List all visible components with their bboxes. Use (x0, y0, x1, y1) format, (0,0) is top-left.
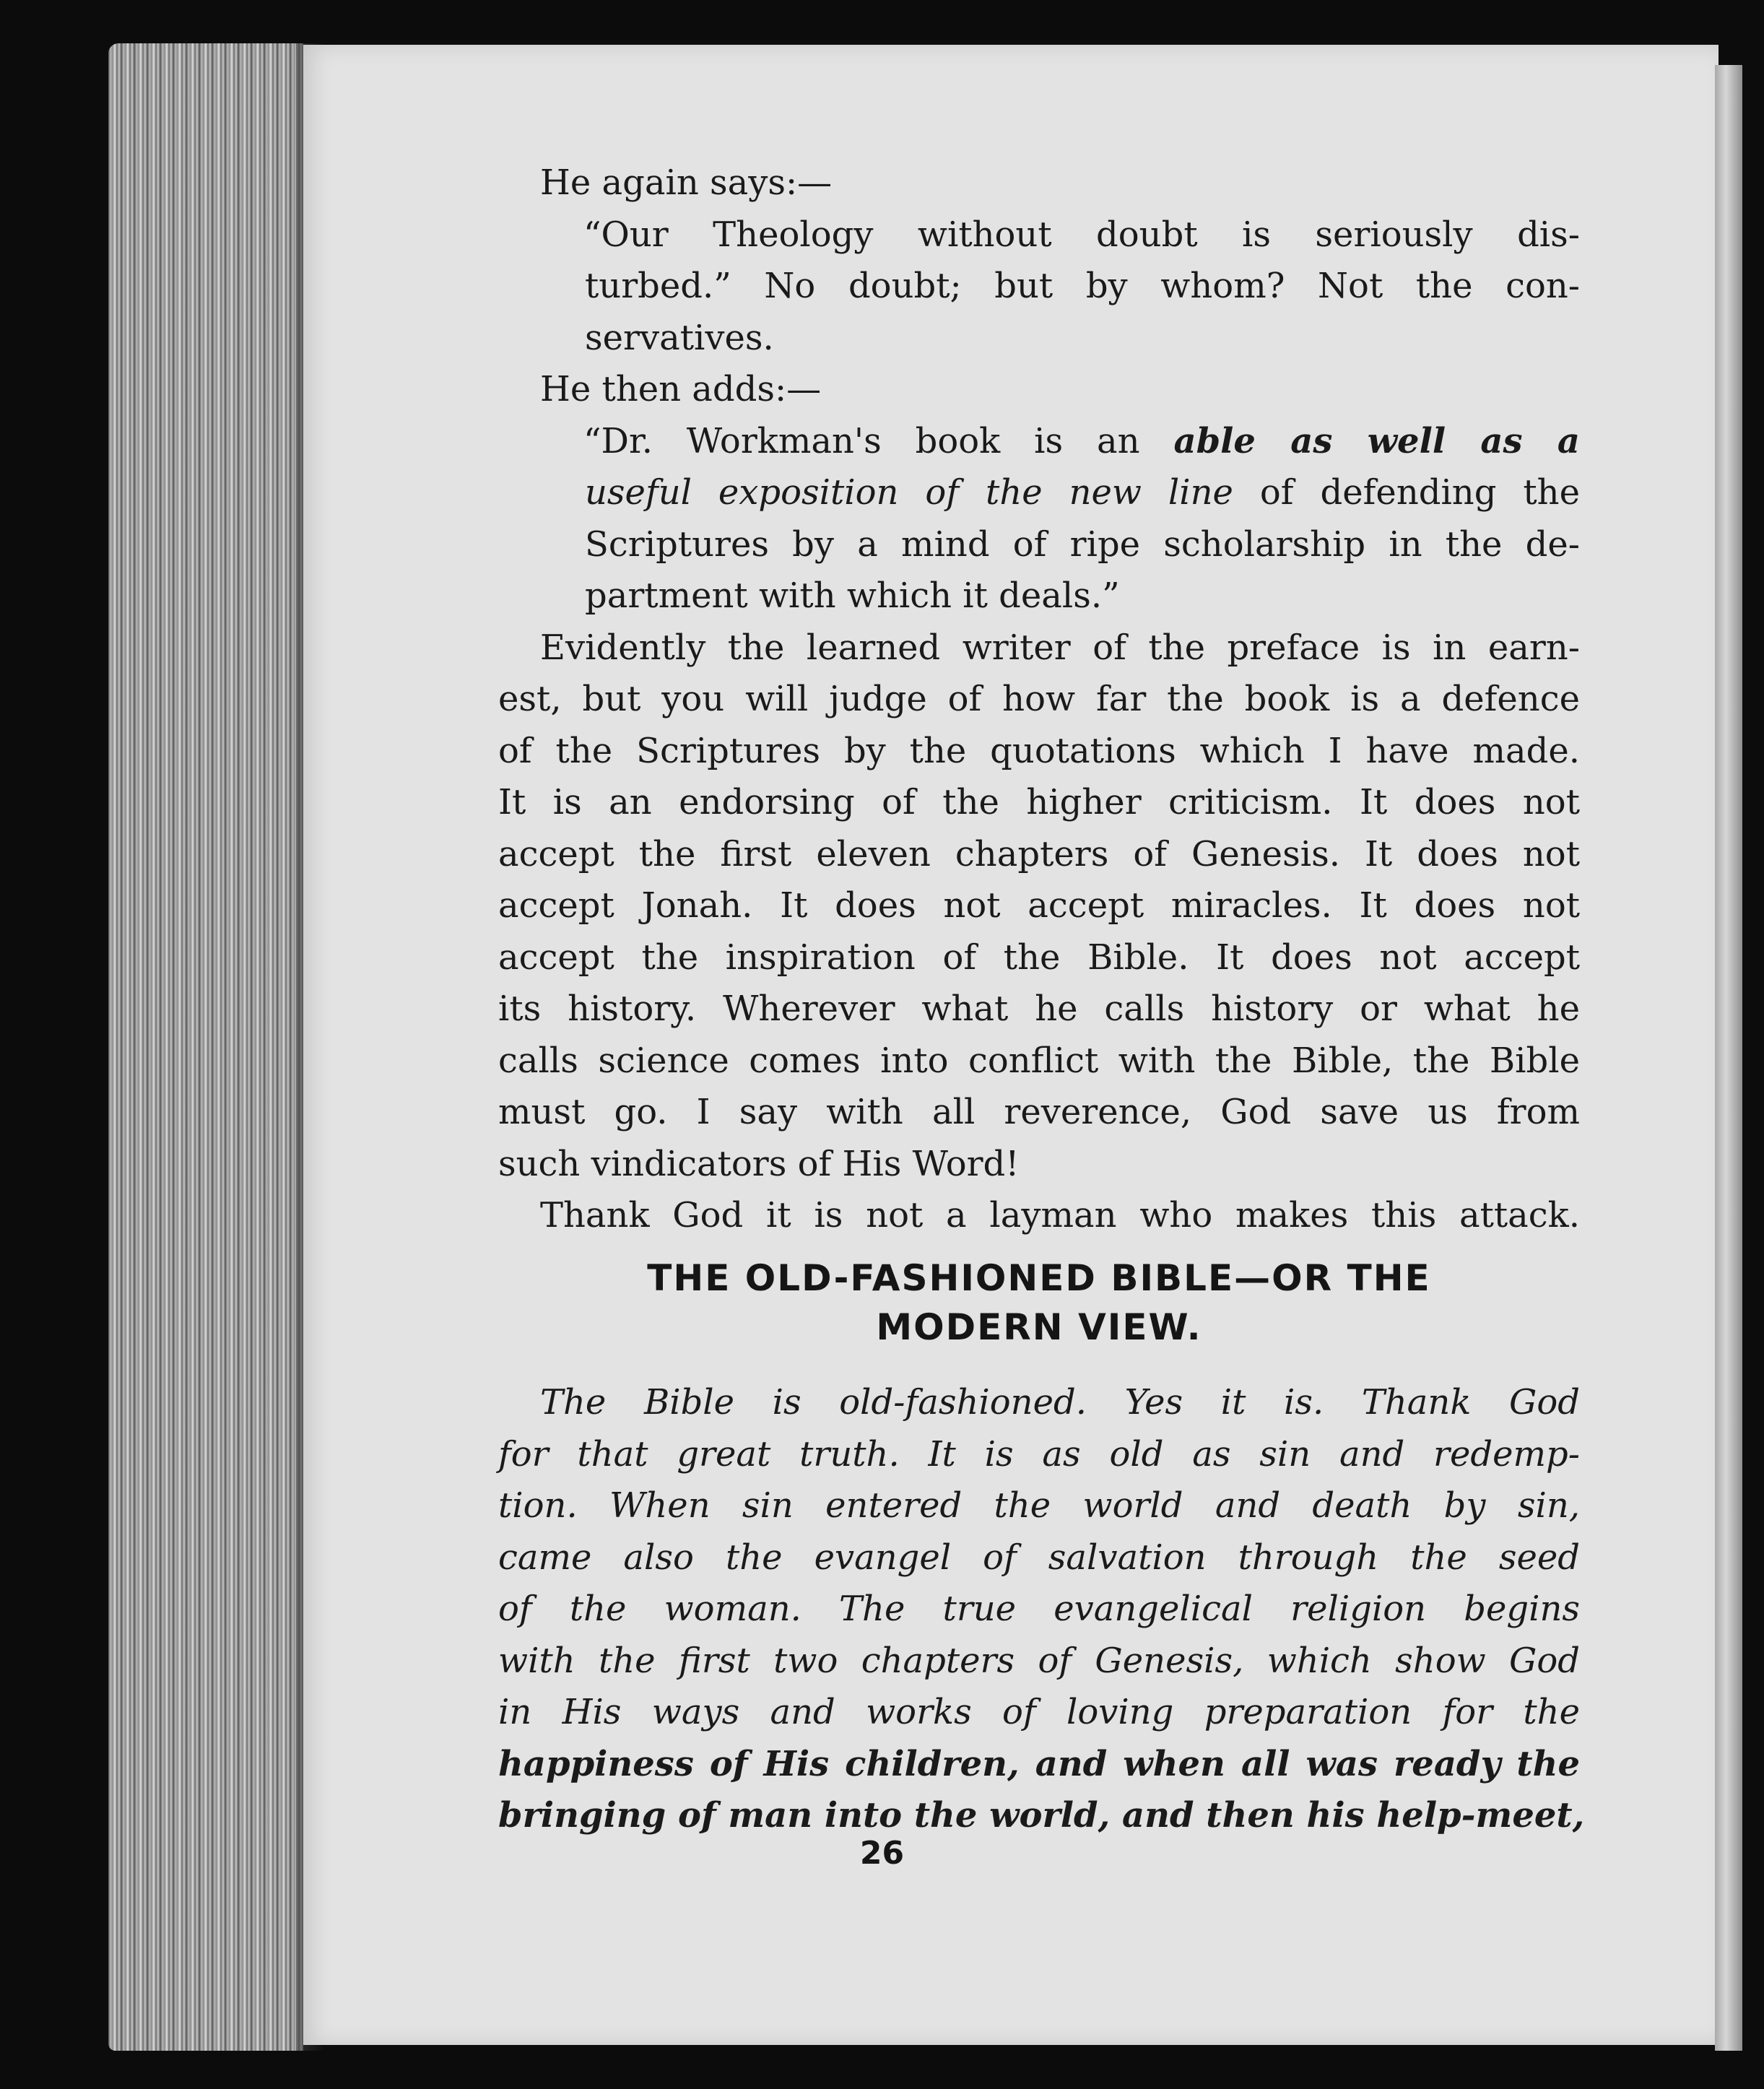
quote-text: of defending the (1233, 472, 1580, 513)
text-line: He then adds:— (540, 369, 822, 409)
text-line: “Our Theology without doubt is seriously dis- (583, 214, 1580, 255)
page-number: 26 (859, 1835, 905, 1872)
text-line: accept the first eleven chapters of Genesis. It does not (498, 833, 1580, 874)
quote-line (498, 416, 1580, 468)
section-heading (498, 1254, 1580, 1352)
text-line: Evidently the learned writer of the preface is in earn- (540, 627, 1580, 668)
quote-line (498, 519, 1580, 571)
text-line: accept the inspiration of the Bible. It does not accept (498, 937, 1580, 978)
text-line: of the woman. The true evangelical religion begins (498, 1589, 1580, 1629)
book-page-edges (108, 43, 303, 2051)
text-line: bringing of man into the world, and then his help-meet, (498, 1795, 1585, 1836)
text-line: calls science comes into conflict with the Bible, the Bible (498, 1040, 1580, 1081)
text-line: for that great truth. It is as old as sin and redemp- (498, 1433, 1580, 1475)
text-line: came also the evangel of salvation through the seed (498, 1537, 1580, 1578)
text-line: He again says:— (540, 162, 833, 203)
text-line: It is an endorsing of the higher criticism. It does not (498, 782, 1580, 822)
text-line: Thank God it is not a layman who makes this attack. (540, 1195, 1580, 1235)
text-line: est, but you will judge of how far the book is a defence (498, 679, 1580, 719)
heading-line-2: MODERN VIEW. (876, 1306, 1202, 1348)
text-line: servatives. (585, 317, 774, 358)
quote-italic: able as well as a (1173, 420, 1580, 461)
text-line: with the first two chapters of Genesis, which show God (498, 1640, 1580, 1681)
quote-text: partment with which it deals.” (585, 576, 1120, 616)
quote-line (498, 570, 1580, 622)
text-line: must go. I say with all reverence, God save us from (498, 1092, 1580, 1132)
italic-section (498, 1377, 1585, 1842)
text-line: The Bible is old-fashioned. Yes it is. Thank God (540, 1382, 1580, 1423)
quote-line (498, 467, 1580, 519)
text-line: in His ways and works of loving preparation for the (498, 1692, 1580, 1732)
text-line: turbed.” No doubt; but by whom? Not the con- (585, 266, 1580, 306)
quote-text: “Dr. Workman's book is an (583, 420, 1174, 461)
opening-section (498, 157, 1580, 1242)
text-line: such vindicators of His Word! (498, 1143, 1020, 1184)
text-line: tion. When sin entered the world and death by sin, (498, 1485, 1580, 1526)
right-page-edge (1715, 65, 1742, 2051)
text-line: its history. Wherever what he calls history or what he (498, 989, 1580, 1029)
quote-italic: useful exposition of the new line (585, 472, 1233, 513)
text-line: accept Jonah. It does not accept miracles. It does not (498, 885, 1580, 926)
text-line: of the Scriptures by the quotations which I have made. (498, 730, 1580, 771)
quote-text: Scriptures by a mind of ripe scholarship in the de- (585, 524, 1580, 565)
text-line: happiness of His children, and when all was ready the (498, 1743, 1580, 1784)
heading-line-1: THE OLD-FASHIONED BIBLE—OR THE (647, 1257, 1431, 1299)
